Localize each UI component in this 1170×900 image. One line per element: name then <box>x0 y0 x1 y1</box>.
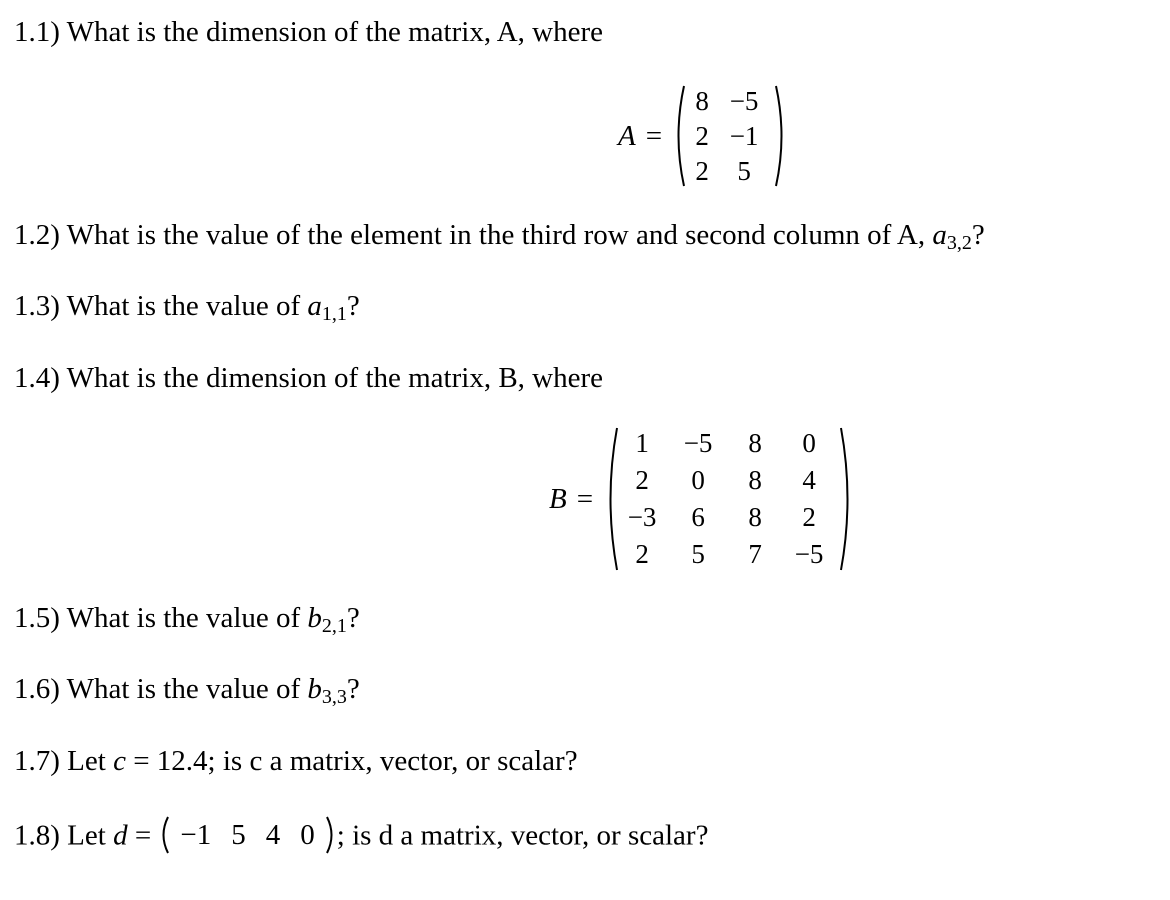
matrix-cell: 8 <box>695 86 709 116</box>
element-symbol: a <box>307 290 322 322</box>
scalar-value: 12.4 <box>156 745 208 777</box>
matrix-cell: 2 <box>695 121 709 151</box>
matrix-cell: 2 <box>635 465 649 495</box>
question-1-4 <box>14 364 603 393</box>
right-paren <box>774 84 788 188</box>
vector-symbol: d <box>113 819 128 852</box>
matrix-name: B <box>549 482 567 515</box>
equals-sign: = <box>576 482 594 515</box>
matrix-cell: 5 <box>737 156 751 186</box>
element-subscript: 3,3 <box>321 686 347 708</box>
question-1-1 <box>14 18 603 47</box>
row-vector <box>158 815 336 855</box>
vector-element: 0 <box>300 818 315 851</box>
question-1-5 <box>14 602 360 637</box>
matrix-cell: 5 <box>691 539 705 569</box>
question-1-7 <box>14 747 578 776</box>
vector-element: −1 <box>180 818 212 851</box>
element-subscript: 1,1 <box>321 303 347 325</box>
equals-sign: = <box>645 120 663 152</box>
matrix-b <box>549 426 855 572</box>
left-paren <box>603 426 619 572</box>
matrix-cell: −1 <box>729 121 759 151</box>
matrix-body <box>672 84 788 189</box>
right-paren <box>325 815 337 855</box>
row-vector-values <box>170 818 324 851</box>
question-mark: ? <box>346 602 360 634</box>
matrix-body <box>603 426 855 572</box>
matrix-cell: 2 <box>695 156 709 186</box>
matrix-cell: 7 <box>748 539 762 569</box>
matrix-cell: −5 <box>683 428 713 458</box>
matrix-cell: 6 <box>691 502 705 532</box>
question-text: 1.4) What is the dimension of the matrix, B, where <box>14 362 604 394</box>
question-text: 1.3) What is the value of <box>14 290 301 322</box>
matrix-cell: 0 <box>691 465 705 495</box>
vector-element: 4 <box>265 818 281 851</box>
question-mark: ? <box>971 219 985 251</box>
matrix-cell: 1 <box>635 428 649 458</box>
matrix-a-grid <box>686 84 774 189</box>
matrix-cell: 4 <box>802 465 816 495</box>
question-mark: ? <box>346 673 360 705</box>
question-1-8 <box>14 818 708 858</box>
question-mark: ? <box>346 290 360 322</box>
element-subscript: 2,1 <box>321 615 347 637</box>
equals-sign: = <box>133 745 150 777</box>
matrix-cell: 8 <box>748 428 762 458</box>
matrix-cell: −3 <box>627 502 657 532</box>
matrix-name: A <box>618 120 636 152</box>
element-symbol: a <box>932 219 947 251</box>
left-paren <box>672 84 686 188</box>
question-tail: ; is c a matrix, vector, or scalar? <box>207 745 578 777</box>
element-subscript: 3,2 <box>946 232 972 254</box>
matrix-b-grid <box>619 426 839 572</box>
question-text: 1.5) What is the value of <box>14 602 301 634</box>
question-1-2 <box>14 219 985 254</box>
question-text: 1.2) What is the value of the element in the third row and second column of A, <box>14 219 926 251</box>
question-1-6 <box>14 673 360 708</box>
question-1-3 <box>14 290 360 325</box>
equals-sign: = <box>134 819 152 852</box>
right-paren <box>839 426 855 572</box>
matrix-cell: 2 <box>635 539 649 569</box>
scalar-symbol: c <box>113 745 126 777</box>
matrix-cell: 8 <box>748 465 762 495</box>
question-text: 1.6) What is the value of <box>14 673 301 705</box>
question-tail: ; is d a matrix, vector, or scalar? <box>336 819 709 852</box>
element-symbol: b <box>307 673 322 705</box>
vector-element: 5 <box>231 818 246 851</box>
element-symbol: b <box>307 602 322 634</box>
question-text: 1.7) Let <box>14 745 106 777</box>
left-paren <box>158 815 170 855</box>
matrix-cell: −5 <box>794 539 824 569</box>
question-text: 1.8) Let <box>14 819 106 852</box>
matrix-a <box>618 84 788 189</box>
question-text: 1.1) What is the dimension of the matrix, A, where <box>14 16 604 48</box>
matrix-cell: 2 <box>802 502 816 532</box>
matrix-cell: 0 <box>802 428 816 458</box>
matrix-cell: 8 <box>748 502 762 532</box>
matrix-cell: −5 <box>729 86 759 116</box>
